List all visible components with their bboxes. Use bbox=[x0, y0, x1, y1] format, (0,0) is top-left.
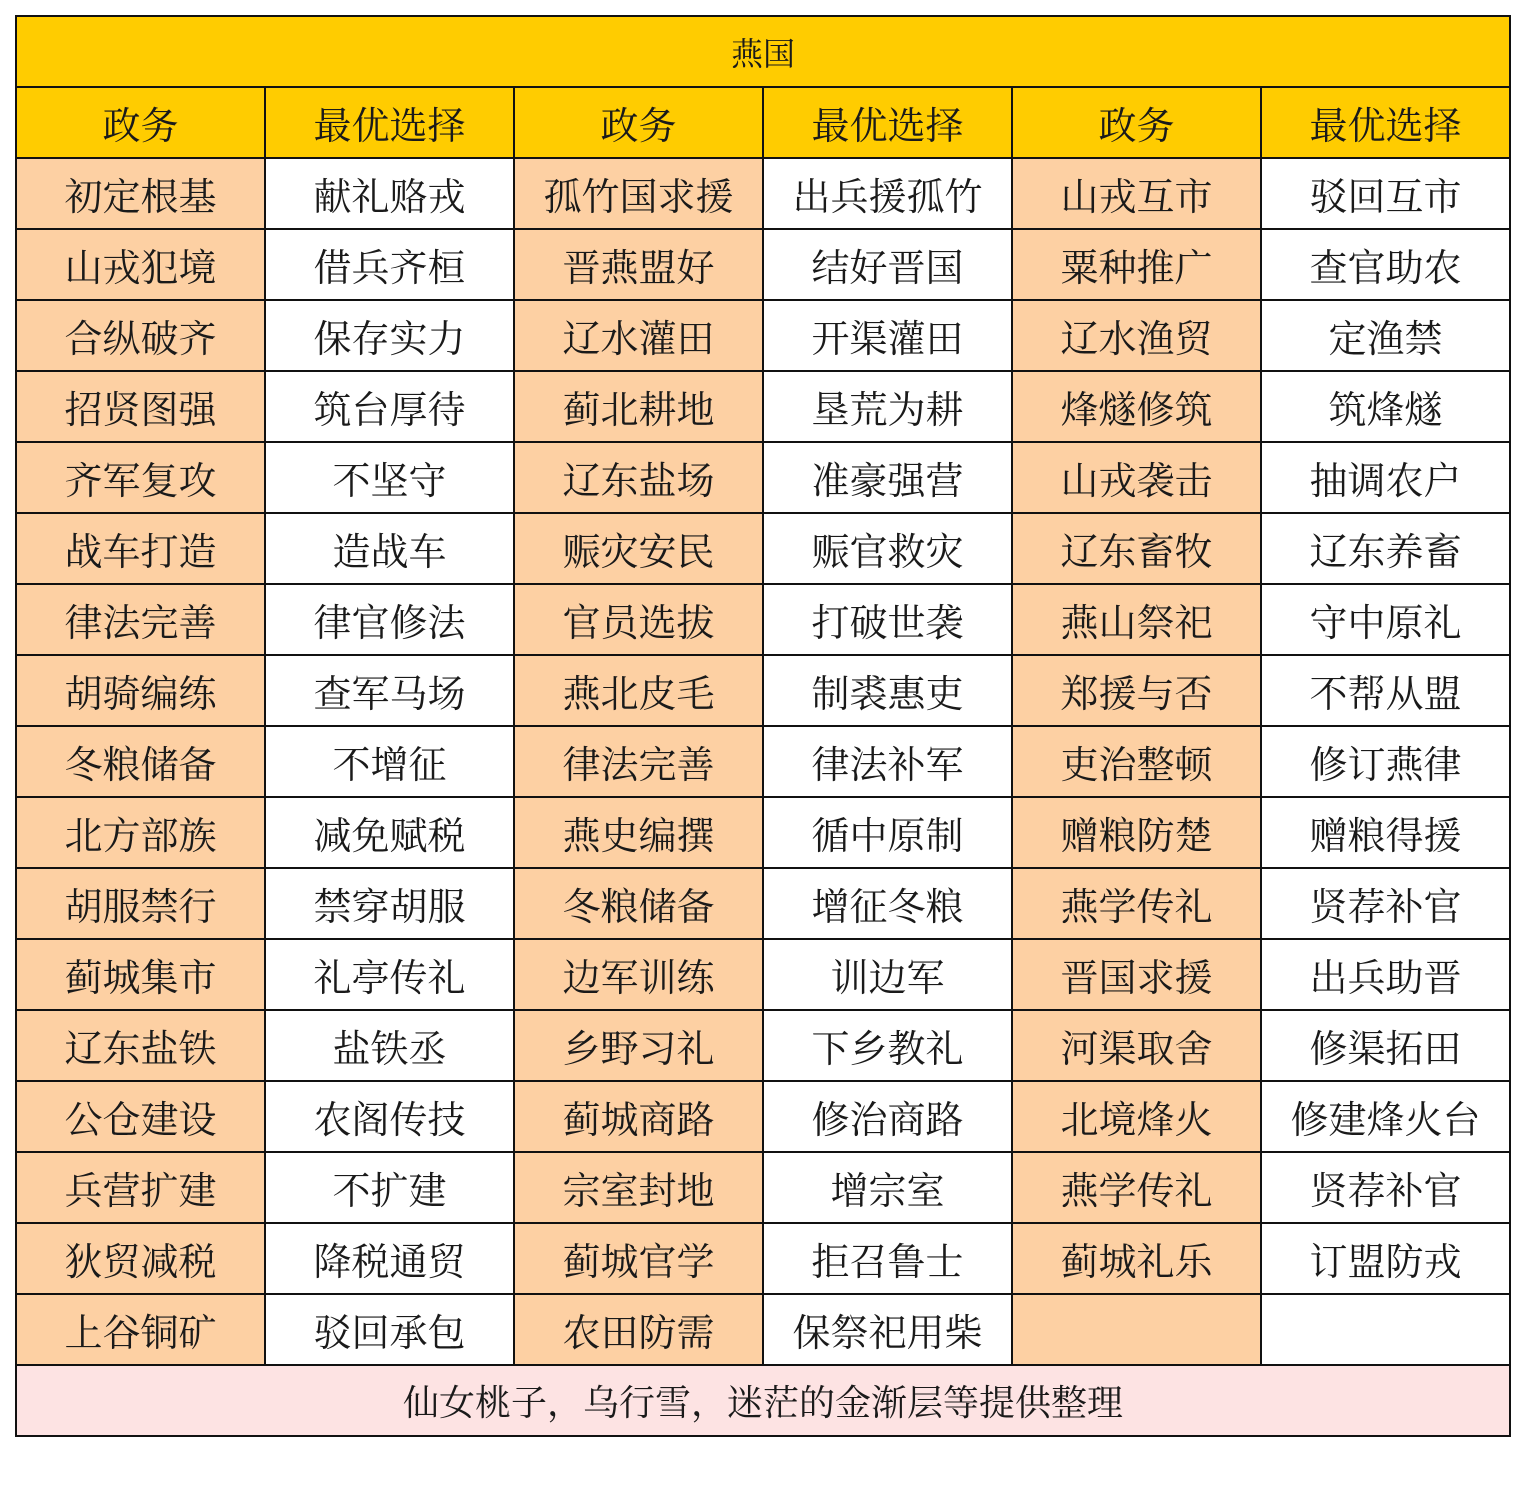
policy-cell: 律法完善 bbox=[16, 584, 265, 655]
choice-cell: 借兵齐桓 bbox=[265, 229, 514, 300]
table-row bbox=[16, 1081, 1510, 1152]
choice-cell: 修治商路 bbox=[763, 1081, 1012, 1152]
table-row bbox=[16, 229, 1510, 300]
choice-cell: 辽东养畜 bbox=[1261, 513, 1510, 584]
table-row bbox=[16, 1223, 1510, 1294]
choice-cell: 出兵助晋 bbox=[1261, 939, 1510, 1010]
policy-cell: 山戎袭击 bbox=[1012, 442, 1261, 513]
policy-cell: 胡骑编练 bbox=[16, 655, 265, 726]
choice-cell: 下乡教礼 bbox=[763, 1010, 1012, 1081]
choice-cell: 律法补军 bbox=[763, 726, 1012, 797]
choice-cell: 盐铁丞 bbox=[265, 1010, 514, 1081]
policy-cell: 燕山祭祀 bbox=[1012, 584, 1261, 655]
choice-cell: 赠粮得援 bbox=[1261, 797, 1510, 868]
choice-cell: 造战车 bbox=[265, 513, 514, 584]
table-row bbox=[16, 939, 1510, 1010]
table-row bbox=[16, 371, 1510, 442]
choice-cell bbox=[1261, 1294, 1510, 1365]
choice-cell: 结好晋国 bbox=[763, 229, 1012, 300]
choice-cell: 驳回互市 bbox=[1261, 158, 1510, 229]
choice-cell: 增宗室 bbox=[763, 1152, 1012, 1223]
title-row bbox=[16, 16, 1510, 87]
choice-cell: 垦荒为耕 bbox=[763, 371, 1012, 442]
table-row bbox=[16, 300, 1510, 371]
choice-cell: 拒召鲁士 bbox=[763, 1223, 1012, 1294]
policy-cell: 郑援与否 bbox=[1012, 655, 1261, 726]
choice-cell: 减免赋税 bbox=[265, 797, 514, 868]
choice-cell: 准豪强营 bbox=[763, 442, 1012, 513]
column-header: 政务 bbox=[514, 87, 763, 158]
table-row bbox=[16, 158, 1510, 229]
policy-cell: 辽东盐铁 bbox=[16, 1010, 265, 1081]
policy-cell bbox=[1012, 1294, 1261, 1365]
policy-cell: 河渠取舍 bbox=[1012, 1010, 1261, 1081]
choice-cell: 增征冬粮 bbox=[763, 868, 1012, 939]
policy-cell: 齐军复攻 bbox=[16, 442, 265, 513]
choice-cell: 不增征 bbox=[265, 726, 514, 797]
column-header: 最优选择 bbox=[763, 87, 1012, 158]
choice-cell: 训边军 bbox=[763, 939, 1012, 1010]
choice-cell: 不帮从盟 bbox=[1261, 655, 1510, 726]
policy-cell: 初定根基 bbox=[16, 158, 265, 229]
header-row bbox=[16, 87, 1510, 158]
table-row bbox=[16, 868, 1510, 939]
policy-cell: 赈灾安民 bbox=[514, 513, 763, 584]
credits-footer: 仙女桃子，乌行雪，迷茫的金渐层等提供整理 bbox=[16, 1365, 1510, 1436]
policy-cell: 孤竹国求援 bbox=[514, 158, 763, 229]
choice-cell: 制裘惠吏 bbox=[763, 655, 1012, 726]
policy-cell: 兵营扩建 bbox=[16, 1152, 265, 1223]
table-row bbox=[16, 584, 1510, 655]
choice-cell: 不坚守 bbox=[265, 442, 514, 513]
policy-cell: 辽水灌田 bbox=[514, 300, 763, 371]
policy-cell: 合纵破齐 bbox=[16, 300, 265, 371]
choice-cell: 守中原礼 bbox=[1261, 584, 1510, 655]
policy-cell: 北方部族 bbox=[16, 797, 265, 868]
policy-cell: 燕史编撰 bbox=[514, 797, 763, 868]
choice-cell: 礼亭传礼 bbox=[265, 939, 514, 1010]
policy-cell: 农田防需 bbox=[514, 1294, 763, 1365]
policy-cell: 燕学传礼 bbox=[1012, 1152, 1261, 1223]
choice-cell: 农阁传技 bbox=[265, 1081, 514, 1152]
policy-cell: 粟种推广 bbox=[1012, 229, 1261, 300]
policy-cell: 辽水渔贸 bbox=[1012, 300, 1261, 371]
choice-cell: 筑烽燧 bbox=[1261, 371, 1510, 442]
choice-cell: 不扩建 bbox=[265, 1152, 514, 1223]
policy-cell: 烽燧修筑 bbox=[1012, 371, 1261, 442]
choice-cell: 修渠拓田 bbox=[1261, 1010, 1510, 1081]
policy-cell: 蓟城礼乐 bbox=[1012, 1223, 1261, 1294]
table-row bbox=[16, 1294, 1510, 1365]
policy-cell: 燕学传礼 bbox=[1012, 868, 1261, 939]
column-header: 最优选择 bbox=[1261, 87, 1510, 158]
choice-cell: 打破世袭 bbox=[763, 584, 1012, 655]
policy-cell: 辽东畜牧 bbox=[1012, 513, 1261, 584]
policy-cell: 宗室封地 bbox=[514, 1152, 763, 1223]
policy-cell: 乡野习礼 bbox=[514, 1010, 763, 1081]
choice-cell: 定渔禁 bbox=[1261, 300, 1510, 371]
choice-cell: 驳回承包 bbox=[265, 1294, 514, 1365]
table-row bbox=[16, 797, 1510, 868]
policy-cell: 公仓建设 bbox=[16, 1081, 265, 1152]
policy-cell: 燕北皮毛 bbox=[514, 655, 763, 726]
policy-cell: 边军训练 bbox=[514, 939, 763, 1010]
choice-cell: 保祭祀用柴 bbox=[763, 1294, 1012, 1365]
policy-cell: 晋国求援 bbox=[1012, 939, 1261, 1010]
choice-cell: 保存实力 bbox=[265, 300, 514, 371]
table-row bbox=[16, 1010, 1510, 1081]
choice-cell: 修建烽火台 bbox=[1261, 1081, 1510, 1152]
choice-cell: 降税通贸 bbox=[265, 1223, 514, 1294]
policy-cell: 吏治整顿 bbox=[1012, 726, 1261, 797]
policy-cell: 上谷铜矿 bbox=[16, 1294, 265, 1365]
choice-cell: 贤荐补官 bbox=[1261, 868, 1510, 939]
policy-cell: 冬粮储备 bbox=[16, 726, 265, 797]
choice-cell: 循中原制 bbox=[763, 797, 1012, 868]
policy-cell: 战车打造 bbox=[16, 513, 265, 584]
choice-cell: 献礼赂戎 bbox=[265, 158, 514, 229]
policy-cell: 蓟城商路 bbox=[514, 1081, 763, 1152]
policy-table bbox=[15, 15, 1511, 1437]
table-row bbox=[16, 726, 1510, 797]
policy-cell: 招贤图强 bbox=[16, 371, 265, 442]
policy-cell: 蓟城官学 bbox=[514, 1223, 763, 1294]
table-row bbox=[16, 442, 1510, 513]
choice-cell: 抽调农户 bbox=[1261, 442, 1510, 513]
table-title: 燕国 bbox=[16, 16, 1510, 87]
choice-cell: 禁穿胡服 bbox=[265, 868, 514, 939]
column-header: 最优选择 bbox=[265, 87, 514, 158]
policy-cell: 冬粮储备 bbox=[514, 868, 763, 939]
policy-cell: 蓟城集市 bbox=[16, 939, 265, 1010]
choice-cell: 订盟防戎 bbox=[1261, 1223, 1510, 1294]
choice-cell: 出兵援孤竹 bbox=[763, 158, 1012, 229]
column-header: 政务 bbox=[16, 87, 265, 158]
policy-cell: 狄贸减税 bbox=[16, 1223, 265, 1294]
table-row bbox=[16, 655, 1510, 726]
choice-cell: 律官修法 bbox=[265, 584, 514, 655]
policy-cell: 胡服禁行 bbox=[16, 868, 265, 939]
policy-cell: 蓟北耕地 bbox=[514, 371, 763, 442]
choice-cell: 赈官救灾 bbox=[763, 513, 1012, 584]
choice-cell: 查官助农 bbox=[1261, 229, 1510, 300]
policy-cell: 山戎犯境 bbox=[16, 229, 265, 300]
choice-cell: 贤荐补官 bbox=[1261, 1152, 1510, 1223]
choice-cell: 修订燕律 bbox=[1261, 726, 1510, 797]
choice-cell: 开渠灌田 bbox=[763, 300, 1012, 371]
policy-cell: 北境烽火 bbox=[1012, 1081, 1261, 1152]
policy-cell: 律法完善 bbox=[514, 726, 763, 797]
policy-cell: 山戎互市 bbox=[1012, 158, 1261, 229]
column-header: 政务 bbox=[1012, 87, 1261, 158]
choice-cell: 查军马场 bbox=[265, 655, 514, 726]
table-row bbox=[16, 513, 1510, 584]
policy-cell: 晋燕盟好 bbox=[514, 229, 763, 300]
policy-cell: 辽东盐场 bbox=[514, 442, 763, 513]
choice-cell: 筑台厚待 bbox=[265, 371, 514, 442]
footer-row bbox=[16, 1365, 1510, 1436]
policy-cell: 官员选拔 bbox=[514, 584, 763, 655]
table-row bbox=[16, 1152, 1510, 1223]
policy-cell: 赠粮防楚 bbox=[1012, 797, 1261, 868]
